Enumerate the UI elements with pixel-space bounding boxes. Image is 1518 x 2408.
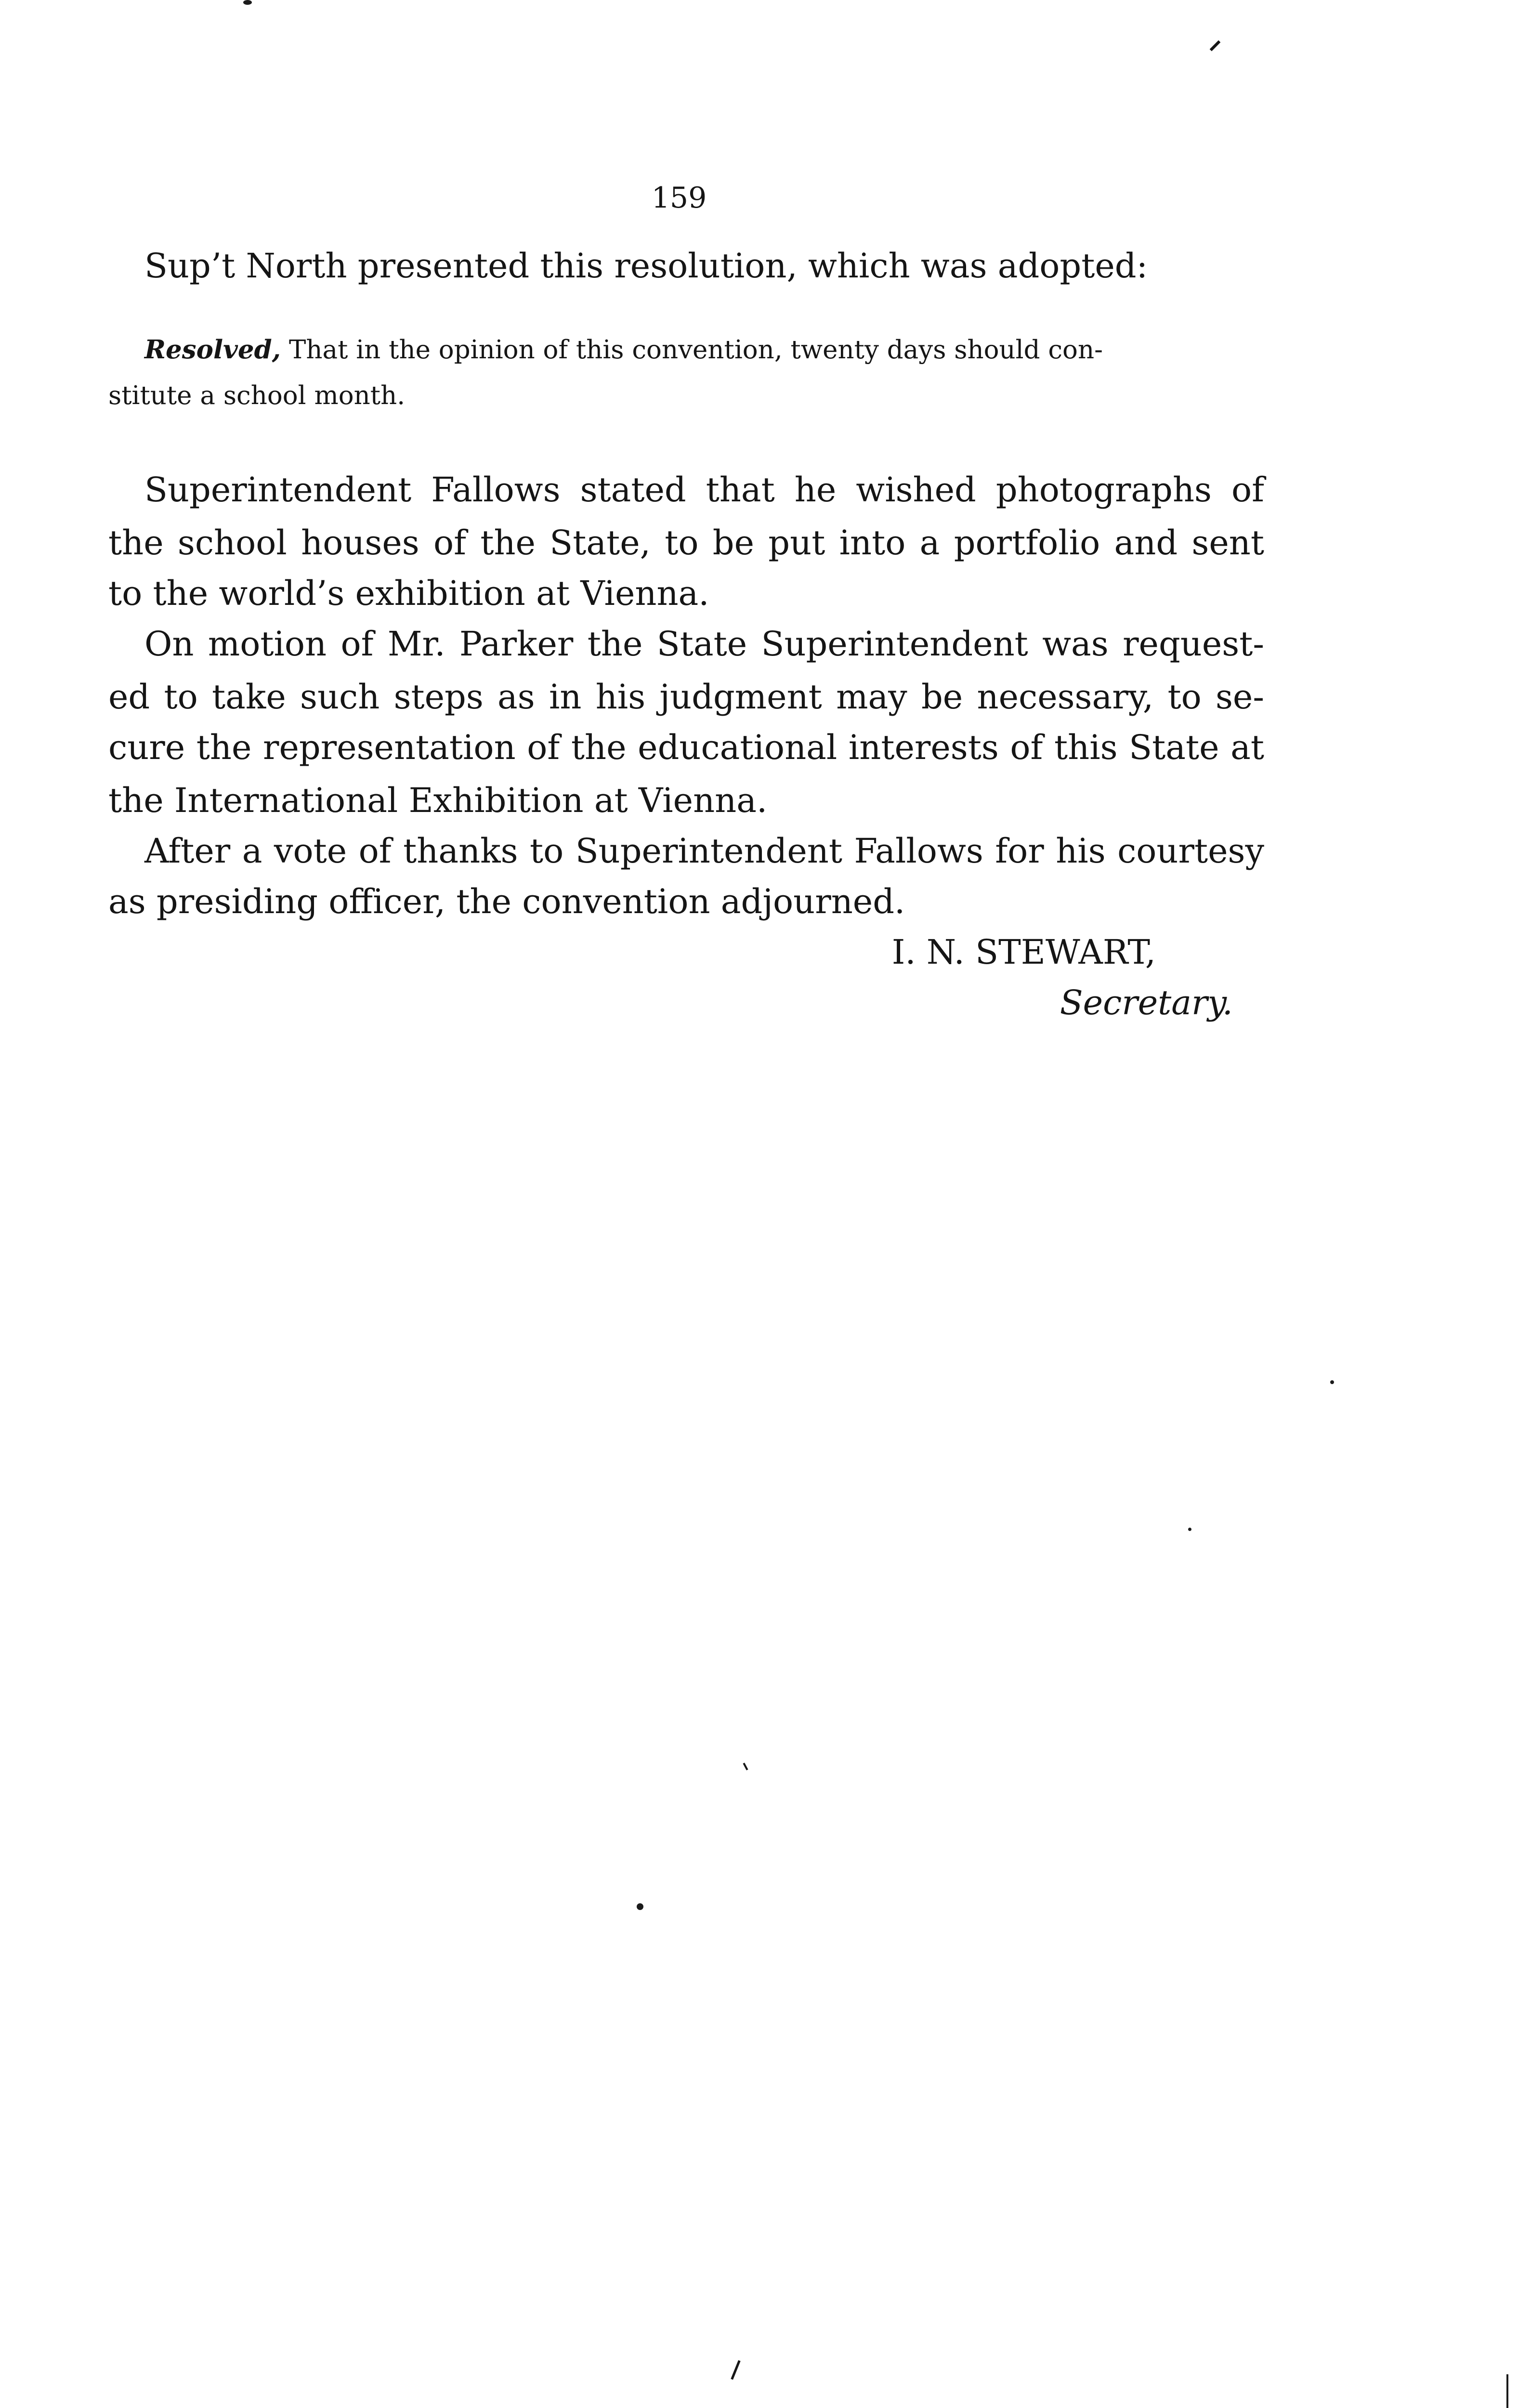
paragraph-1-line-3: to the world’s exhibition at Vienna.	[108, 574, 709, 613]
page-number: 159	[651, 181, 707, 215]
resolution-text-1: That in the opinion of this convention, twenty days should con-	[288, 335, 1103, 365]
resolution-line-2: stitute a school month.	[108, 381, 406, 410]
paragraph-3-line-1: After a vote of thanks to Superintendent Fallows for his courtesy	[144, 831, 1264, 871]
scan-speck	[243, 0, 252, 5]
resolution-line-1	[144, 335, 1238, 366]
paragraph-2-line-4: the International Exhibition at Vienna.	[108, 781, 768, 820]
paragraph-3-line-2: as presiding officer, the convention adjourned.	[108, 882, 905, 921]
paragraph-2-line-3: cure the representation of the educational interests of this State at	[108, 728, 1264, 767]
scan-mark	[731, 2360, 740, 2380]
scan-mark	[743, 1763, 748, 1770]
scan-speck	[637, 1903, 643, 1910]
scan-mark	[1210, 40, 1221, 52]
opening-sentence: Sup’t North presented this resolution, which was adopted:	[144, 246, 1148, 286]
signature-title: Secretary.	[1060, 983, 1233, 1022]
resolved-label: Resolved,	[144, 335, 281, 365]
paragraph-2-line-2: ed to take such steps as in his judgment may be necessary, to se-	[108, 677, 1264, 717]
paragraph-2-line-1: On motion of Mr. Parker the State Superintendent was request-	[144, 624, 1264, 664]
scan-speck	[1330, 1380, 1334, 1384]
page-edge-vertical	[1506, 2374, 1508, 2408]
scan-speck	[1188, 1528, 1191, 1531]
signature-name: I. N. STEWART,	[891, 932, 1156, 972]
paragraph-1-line-2: the school houses of the State, to be put into a portfolio and sent	[108, 523, 1264, 563]
paragraph-1-line-1: Superintendent Fallows stated that he wished photographs of	[144, 470, 1264, 510]
